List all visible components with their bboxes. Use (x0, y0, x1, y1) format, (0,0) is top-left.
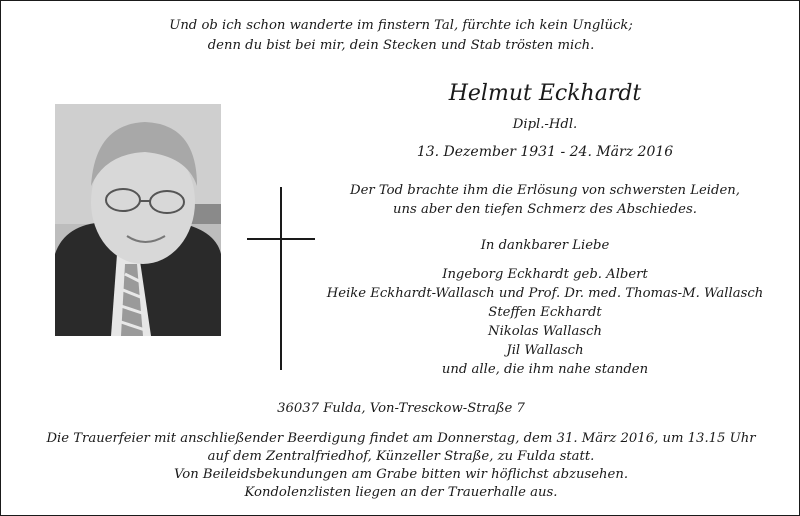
mourner-name: und alle, die ihm nahe standen (441, 362, 649, 377)
address: 36037 Fulda, Von-Tresckow-Straße 7 (277, 401, 525, 416)
message-line-2: uns aber den tiefen Schmerz des Abschiedes. (393, 202, 697, 217)
psalm-line-2: denn du bist bei mir, dein Stecken und Stab trösten mich. (207, 38, 595, 53)
psalm-line-1: Und ob ich schon wanderte im finstern Tal, fürchte ich kein Unglück; (169, 18, 633, 33)
message-line-1: Der Tod brachte ihm die Erlösung von schwersten Leiden, (350, 183, 740, 198)
funeral-line-2: auf dem Zentralfriedhof, Künzeller Straße, zu Fulda statt. (207, 449, 595, 464)
mourner-name: Nikolas Wallasch (488, 324, 602, 339)
deceased-title: Dipl.-Hdl. (512, 117, 578, 132)
life-dates: 13. Dezember 1931 - 24. März 2016 (416, 144, 674, 160)
cross-icon-vertical (280, 187, 282, 370)
deceased-name: Helmut Eckhardt (448, 81, 642, 106)
mourners-intro: In dankbarer Liebe (480, 238, 610, 253)
cross-icon-horizontal (247, 238, 315, 240)
funeral-line-3: Von Beileidsbekundungen am Grabe bitten wir höflichst abzusehen. (173, 467, 629, 482)
portrait-illustration (55, 104, 221, 336)
funeral-line-4: Kondolenzlisten liegen an der Trauerhalle aus. (244, 485, 558, 500)
mourner-name: Steffen Eckhardt (488, 305, 602, 320)
mourner-name: Jil Wallasch (506, 343, 584, 358)
mourner-name: Heike Eckhardt-Wallasch und Prof. Dr. med. Thomas-M. Wallasch (326, 286, 764, 301)
funeral-line-1: Die Trauerfeier mit anschließender Beerdigung findet am Donnerstag, dem 31. März 2016, um 13.15 Uhr (46, 431, 756, 446)
mourner-name: Ingeborg Eckhardt geb. Albert (442, 267, 648, 282)
portrait-photo (55, 104, 221, 336)
